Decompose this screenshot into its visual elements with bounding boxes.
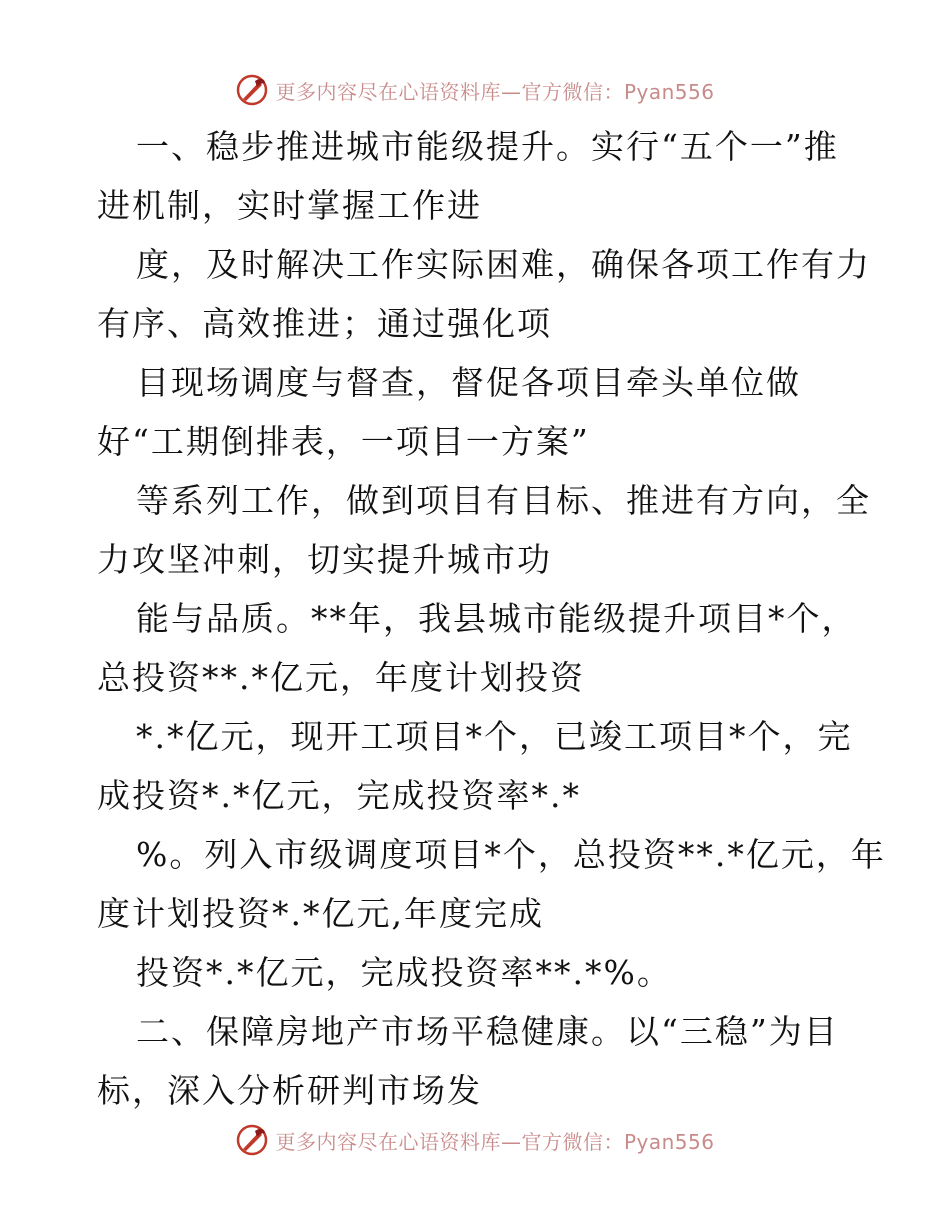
footer-watermark <box>0 1120 950 1160</box>
header-watermark <box>0 70 950 110</box>
watermark-text: 更多内容尽在心语资料库—官方微信：Pyan556 <box>275 1129 715 1154</box>
text-line: 总投资**.*亿元，年度计划投资 <box>97 658 585 697</box>
text-line: 标，深入分析研判市场发 <box>97 1071 482 1110</box>
text-line: %。列入市级调度项目*个，总投资**.*亿元，年 <box>136 835 886 874</box>
text-line: 有序、高效推进；通过强化项 <box>97 304 552 343</box>
quill-logo-icon <box>235 1123 269 1157</box>
text-line: 投资*.*亿元，完成投资率**.*%。 <box>136 953 672 992</box>
text-line: 度，及时解决工作实际困难，确保各项工作有力 <box>136 245 871 284</box>
text-line: 等系列工作，做到项目有目标、推进有方向，全 <box>136 481 871 520</box>
text-line: 目现场调度与督查，督促各项目牵头单位做 <box>136 363 801 402</box>
text-line: 度计划投资*.*亿元,年度完成 <box>97 894 544 933</box>
text-line: 成投资*.*亿元，完成投资率*.* <box>97 776 581 815</box>
text-line: 一、稳步推进城市能级提升。实行“五个一”推 <box>136 127 839 166</box>
text-line: 力攻坚冲刺，切实提升城市功 <box>97 540 552 579</box>
text-line: *.*亿元，现开工项目*个，已竣工项目*个，完 <box>136 717 853 756</box>
text-line: 能与品质。**年，我县城市能级提升项目*个， <box>136 599 857 638</box>
text-line: 进机制，实时掌握工作进 <box>97 186 482 225</box>
text-line: 二、保障房地产市场平稳健康。以“三稳”为目 <box>136 1012 839 1051</box>
text-line: 好“工期倒排表，一项目一方案” <box>97 422 590 461</box>
watermark-text: 更多内容尽在心语资料库—官方微信：Pyan556 <box>275 79 715 104</box>
quill-logo-icon <box>235 73 269 107</box>
